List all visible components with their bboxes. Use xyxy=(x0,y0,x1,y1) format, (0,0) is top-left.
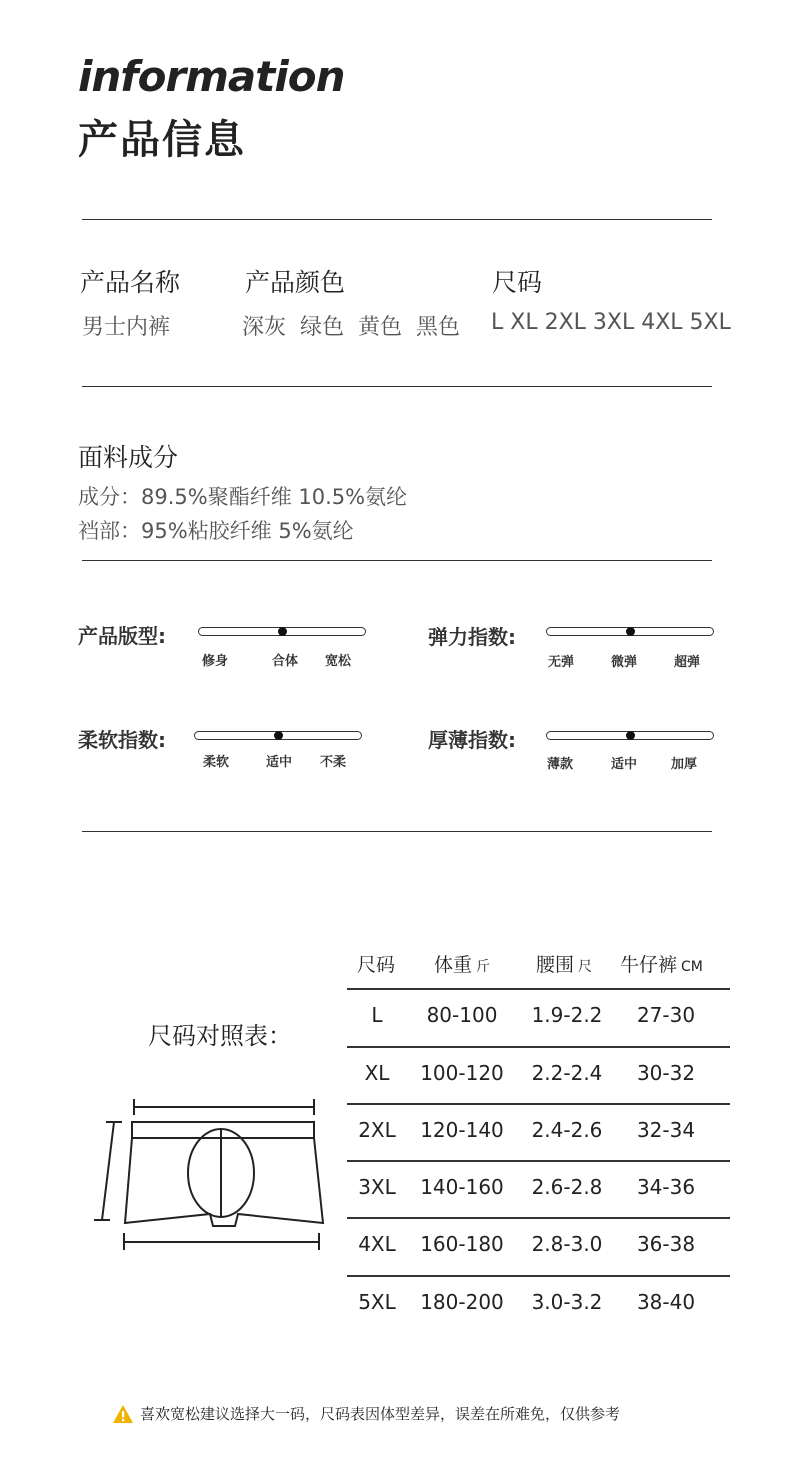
name-value: 男士内裤 xyxy=(82,315,171,340)
fabric-main: 成分：89.5%聚酯纤维 10.5%氨纶 xyxy=(78,485,408,509)
header-label: 尺码 xyxy=(357,954,396,976)
index-tick-label: 合体 xyxy=(272,654,299,669)
index-tick-label: 无弹 xyxy=(548,655,575,670)
header-label: 体重 xyxy=(434,954,473,976)
index-tick-label: 微弹 xyxy=(611,655,638,670)
fabric-title: 面料成分 xyxy=(78,443,179,472)
header-label: 牛仔裤 xyxy=(620,954,678,976)
index-tick-label: 超弹 xyxy=(674,655,701,670)
size-label: 尺码 xyxy=(492,268,543,297)
warning-icon xyxy=(112,1404,134,1424)
table-cell: 2.4-2.6 xyxy=(531,1118,603,1142)
note xyxy=(112,1403,620,1424)
briefs-diagram xyxy=(92,1090,332,1255)
index-tick-label: 适中 xyxy=(266,755,293,770)
index-tick-label: 薄款 xyxy=(547,757,574,772)
header-unit: 尺 xyxy=(578,959,593,975)
table-cell: 3.0-3.2 xyxy=(531,1290,603,1314)
table-cell: 30-32 xyxy=(636,1061,696,1085)
index-marker xyxy=(626,627,635,636)
table-row-divider xyxy=(347,1103,730,1105)
index-slider xyxy=(198,627,366,636)
index-label: 弹力指数: xyxy=(428,625,516,649)
index-tick-label: 加厚 xyxy=(671,757,698,772)
table-cell: 32-34 xyxy=(636,1118,696,1142)
divider xyxy=(82,386,712,387)
table-cell: 2XL xyxy=(358,1118,396,1142)
table-cell: 2.8-3.0 xyxy=(531,1232,603,1256)
table-header xyxy=(434,950,490,977)
index-marker xyxy=(626,731,635,740)
table-cell: 160-180 xyxy=(420,1232,504,1256)
table-cell: 3XL xyxy=(358,1175,396,1199)
index-label: 柔软指数: xyxy=(78,728,166,752)
size-table-title: 尺码对照表： xyxy=(148,1022,292,1050)
divider xyxy=(82,219,712,220)
table-cell: 2.2-2.4 xyxy=(531,1061,603,1085)
table-cell: 34-36 xyxy=(636,1175,696,1199)
color-label: 产品颜色 xyxy=(245,268,346,297)
divider xyxy=(82,831,712,832)
title-cn: 产品信息 xyxy=(78,117,246,163)
table-cell: 80-100 xyxy=(426,1003,498,1027)
index-label: 产品版型: xyxy=(78,624,166,648)
index-slider xyxy=(194,731,362,740)
table-cell: 180-200 xyxy=(420,1290,504,1314)
title-en: information xyxy=(78,52,345,101)
table-header xyxy=(357,950,395,977)
index-marker xyxy=(278,627,287,636)
index-tick-label: 适中 xyxy=(611,757,638,772)
table-cell: 2.6-2.8 xyxy=(531,1175,603,1199)
table-row-divider xyxy=(347,1160,730,1162)
table-cell: XL xyxy=(364,1061,390,1085)
index-tick-label: 不柔 xyxy=(320,755,347,770)
table-cell: 38-40 xyxy=(636,1290,696,1314)
table-cell: 1.9-2.2 xyxy=(531,1003,603,1027)
name-label: 产品名称 xyxy=(80,268,181,297)
index-slider xyxy=(546,731,714,740)
header-label: 腰围 xyxy=(536,954,575,976)
index-label: 厚薄指数: xyxy=(428,728,516,752)
table-row-divider xyxy=(347,988,730,990)
table-cell: 140-160 xyxy=(420,1175,504,1199)
index-tick-label: 修身 xyxy=(202,654,229,669)
table-header xyxy=(536,950,592,977)
index-slider xyxy=(546,627,714,636)
table-cell: 5XL xyxy=(358,1290,396,1314)
table-cell: 27-30 xyxy=(636,1003,696,1027)
header-unit: CM xyxy=(681,959,703,975)
index-tick-label: 柔软 xyxy=(203,755,230,770)
fabric-crotch: 裆部：95%粘胶纤维 5%氨纶 xyxy=(78,519,354,543)
divider xyxy=(82,560,712,561)
table-row-divider xyxy=(347,1217,730,1219)
color-value: 深灰 绿色 黄色 黑色 xyxy=(242,315,460,340)
table-row-divider xyxy=(347,1046,730,1048)
size-value: L XL 2XL 3XL 4XL 5XL xyxy=(491,310,731,335)
table-cell: 4XL xyxy=(358,1232,396,1256)
table-cell: 36-38 xyxy=(636,1232,696,1256)
table-cell: 120-140 xyxy=(420,1118,504,1142)
header-unit: 斤 xyxy=(476,959,491,975)
table-header xyxy=(620,950,703,977)
index-tick-label: 宽松 xyxy=(325,654,352,669)
index-marker xyxy=(274,731,283,740)
note-text: 喜欢宽松建议选择大一码，尺码表因体型差异，误差在所难免，仅供参考 xyxy=(140,1405,621,1423)
table-cell: L xyxy=(371,1003,383,1027)
table-cell: 100-120 xyxy=(420,1061,504,1085)
table-row-divider xyxy=(347,1275,730,1277)
